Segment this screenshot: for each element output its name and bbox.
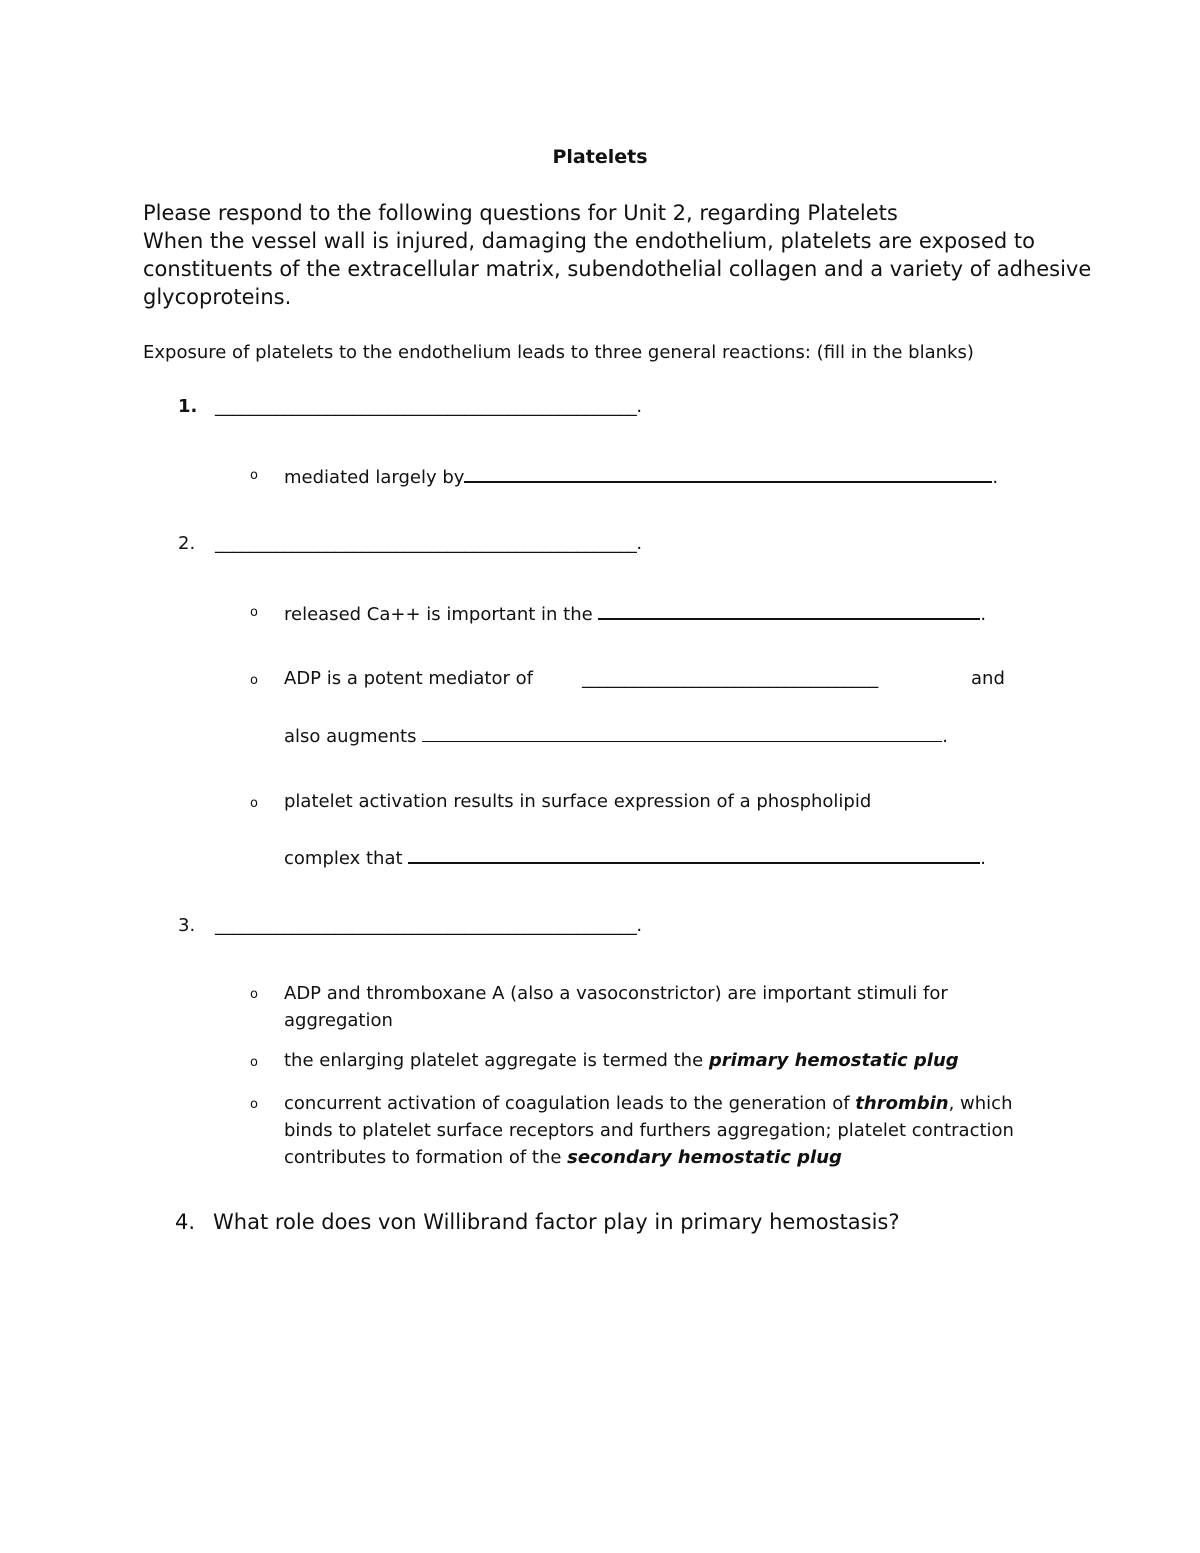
item-3-sub-3-emphasis-a: thrombin	[855, 1093, 949, 1114]
item-3-sub-3-text-b: , which binds to platelet surface receptors and furthers aggregation; platelet contraction contributes to formation of the	[284, 1093, 1014, 1168]
item-1-sub-1-end: .	[992, 467, 999, 488]
item-2-sub-2-cont-end: .	[942, 726, 948, 747]
item-3-number: 3.	[178, 915, 196, 936]
item-1-answer-blank[interactable]: _________________________________________________.	[215, 396, 642, 417]
bullet-icon: o	[250, 468, 258, 483]
item-1-sub-1-text: mediated largely by	[284, 467, 465, 488]
item-2-sub-2-blank[interactable]: ___________________________________	[582, 668, 878, 689]
item-3-sub-2	[284, 1050, 959, 1071]
intro-line-2: When the vessel wall is injured, damaging the endothelium, platelets are exposed to	[143, 229, 1036, 253]
item-3-sub-2-text: the enlarging platelet aggregate is termed the	[284, 1050, 709, 1071]
item-3-sub-3-text-a: concurrent activation of coagulation leads to the generation of	[284, 1093, 856, 1114]
item-2-sub-1-text: released Ca++ is important in the	[284, 604, 599, 625]
bullet-icon: o	[250, 1055, 258, 1070]
item-4-number: 4.	[175, 1210, 196, 1234]
intro-line-3: constituents of the extracellular matrix, subendothelial collagen and a variety of adhesive	[143, 257, 1092, 281]
bullet-icon: o	[250, 987, 258, 1002]
intro-line-1: Please respond to the following questions for Unit 2, regarding Platelets	[143, 201, 898, 225]
item-2-sub-2-cont-blank[interactable]	[422, 723, 942, 742]
item-2-sub-2-end: and	[971, 668, 1005, 689]
item-1-number: 1.	[178, 396, 198, 417]
bullet-icon: o	[250, 673, 258, 688]
item-2-sub-2-text: ADP is a potent mediator of	[284, 668, 533, 689]
item-1-sub-1-blank[interactable]	[464, 463, 992, 483]
item-2-sub-3-cont-blank[interactable]	[408, 844, 980, 864]
item-2-sub-3-cont-end: .	[980, 848, 987, 869]
exposure-instruction: Exposure of platelets to the endothelium leads to three general reactions: (fill in the blanks)	[143, 342, 974, 363]
item-1-sub-1	[284, 463, 998, 488]
page-title: Platelets	[552, 146, 648, 168]
item-2-sub-1-blank[interactable]	[598, 600, 980, 620]
item-3-sub-3	[284, 1090, 1024, 1171]
item-3-answer-blank[interactable]: _________________________________________________.	[215, 915, 642, 936]
item-2-sub-3-text: platelet activation results in surface expression of a phospholipid	[284, 791, 872, 812]
item-2-sub-2-continuation	[284, 723, 948, 747]
item-2-number: 2.	[178, 533, 196, 554]
item-2-sub-1-end: .	[980, 604, 987, 625]
item-2-sub-3-cont-text: complex that	[284, 848, 409, 869]
item-2-sub-1	[284, 600, 986, 625]
bullet-icon: o	[250, 796, 258, 811]
item-3-sub-3-emphasis-b: secondary hemostatic plug	[567, 1147, 842, 1168]
item-2-sub-3-continuation	[284, 844, 986, 869]
item-2-sub-2-cont-text: also augments	[284, 726, 423, 747]
item-3-sub-2-emphasis: primary hemostatic plug	[708, 1050, 959, 1071]
bullet-icon: o	[250, 605, 258, 620]
item-3-sub-1-text: ADP and thromboxane A (also a vasoconstrictor) are important stimuli for aggregation	[284, 983, 948, 1031]
bullet-icon: o	[250, 1097, 258, 1112]
intro-line-4: glycoproteins.	[143, 285, 292, 309]
item-2-answer-blank[interactable]: _________________________________________________.	[215, 533, 642, 554]
item-4-question: What role does von Willibrand factor play in primary hemostasis?	[213, 1210, 900, 1234]
